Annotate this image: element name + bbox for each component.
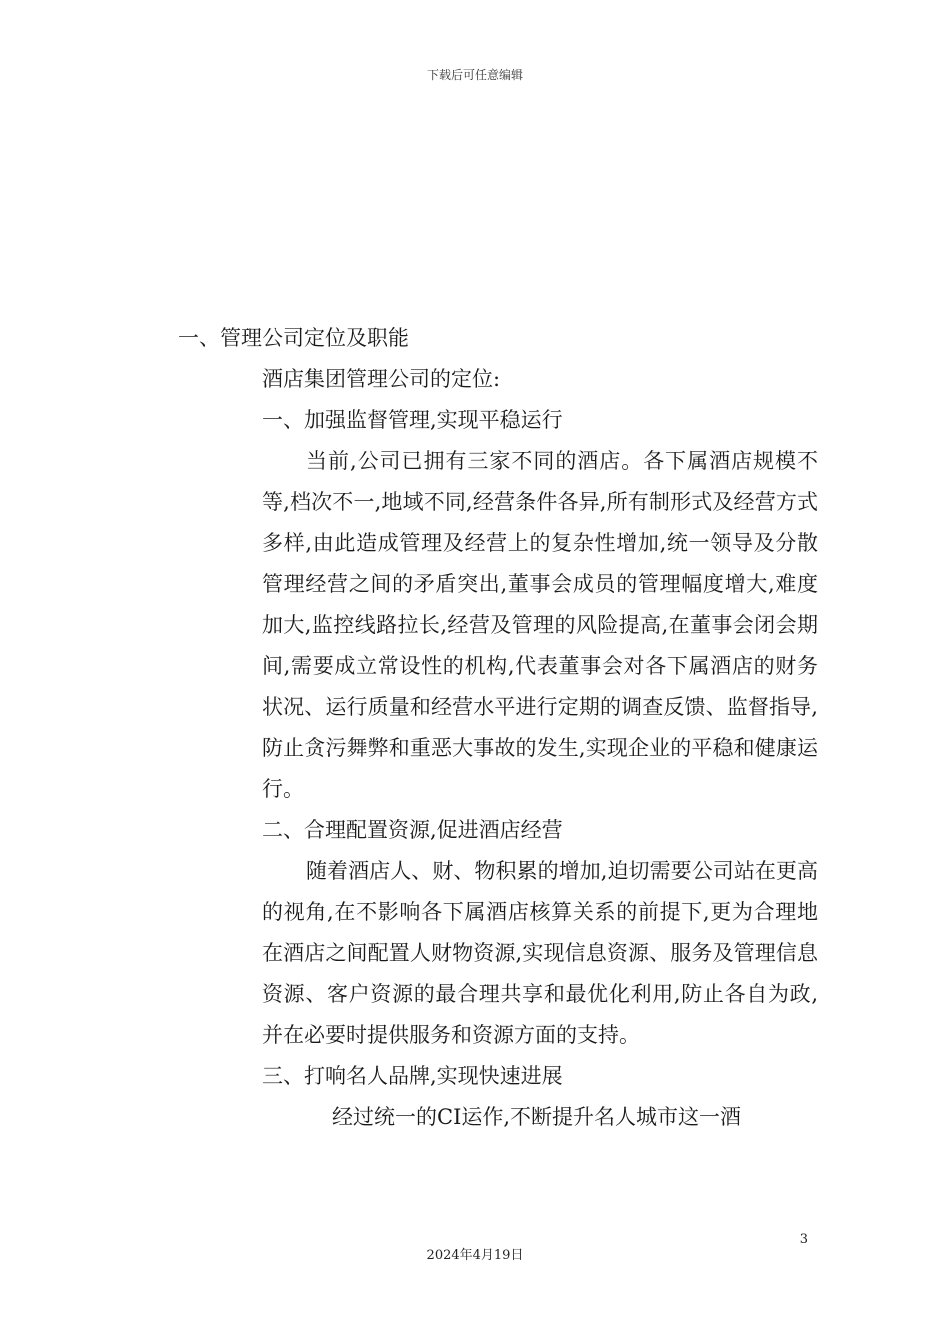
item-heading-3: 三、打响名人品牌,实现快速进展 <box>262 1064 563 1088</box>
section-title: 一、管理公司定位及职能 <box>178 326 409 350</box>
item-body-1: 当前,公司已拥有三家不同的酒店。各下属酒店规模不等,档次不一,地域不同,经营条件各异,所有制形式及经营方式多样,由此造成管理及经营上的复杂性增加,统一领导及分散管理经营之间的矛盾突出,董事会成员的管理幅度增大,难度加大,监控线路拉长,经营及管理的风险提高,在董事会闭会期间,需要成立常设性的机构,代表董事会对各下属酒店的财务状况、运行质量和经营水平进行定期的调查反馈、监督指导,防止贪污舞弊和重恶大事故的发生,实现企业的平稳和健康运行。 <box>262 449 818 801</box>
section-intro: 酒店集团管理公司的定位: <box>262 367 501 391</box>
item-body-3: 经过统一的CI运作,不断提升名人城市这一酒 <box>332 1105 742 1129</box>
page-number: 3 <box>799 1232 808 1247</box>
item-body-2: 随着酒店人、财、物积累的增加,迫切需要公司站在更高的视角,在不影响各下属酒店核算关系的前提下,更为合理地在酒店之间配置人财物资源,实现信息资源、服务及管理信息资源、客户资源的最合理共享和最优化利用,防止各自为政,并在必要时提供服务和资源方面的支持。 <box>262 859 818 1047</box>
document-body <box>178 318 818 1138</box>
item-heading-2: 二、合理配置资源,促进酒店经营 <box>262 818 563 842</box>
item-heading-1: 一、加强监督管理,实现平稳运行 <box>262 408 563 432</box>
page-header: 下载后可任意编辑 <box>426 68 523 82</box>
page-footer-date: 2024年4月19日 <box>426 1248 524 1263</box>
